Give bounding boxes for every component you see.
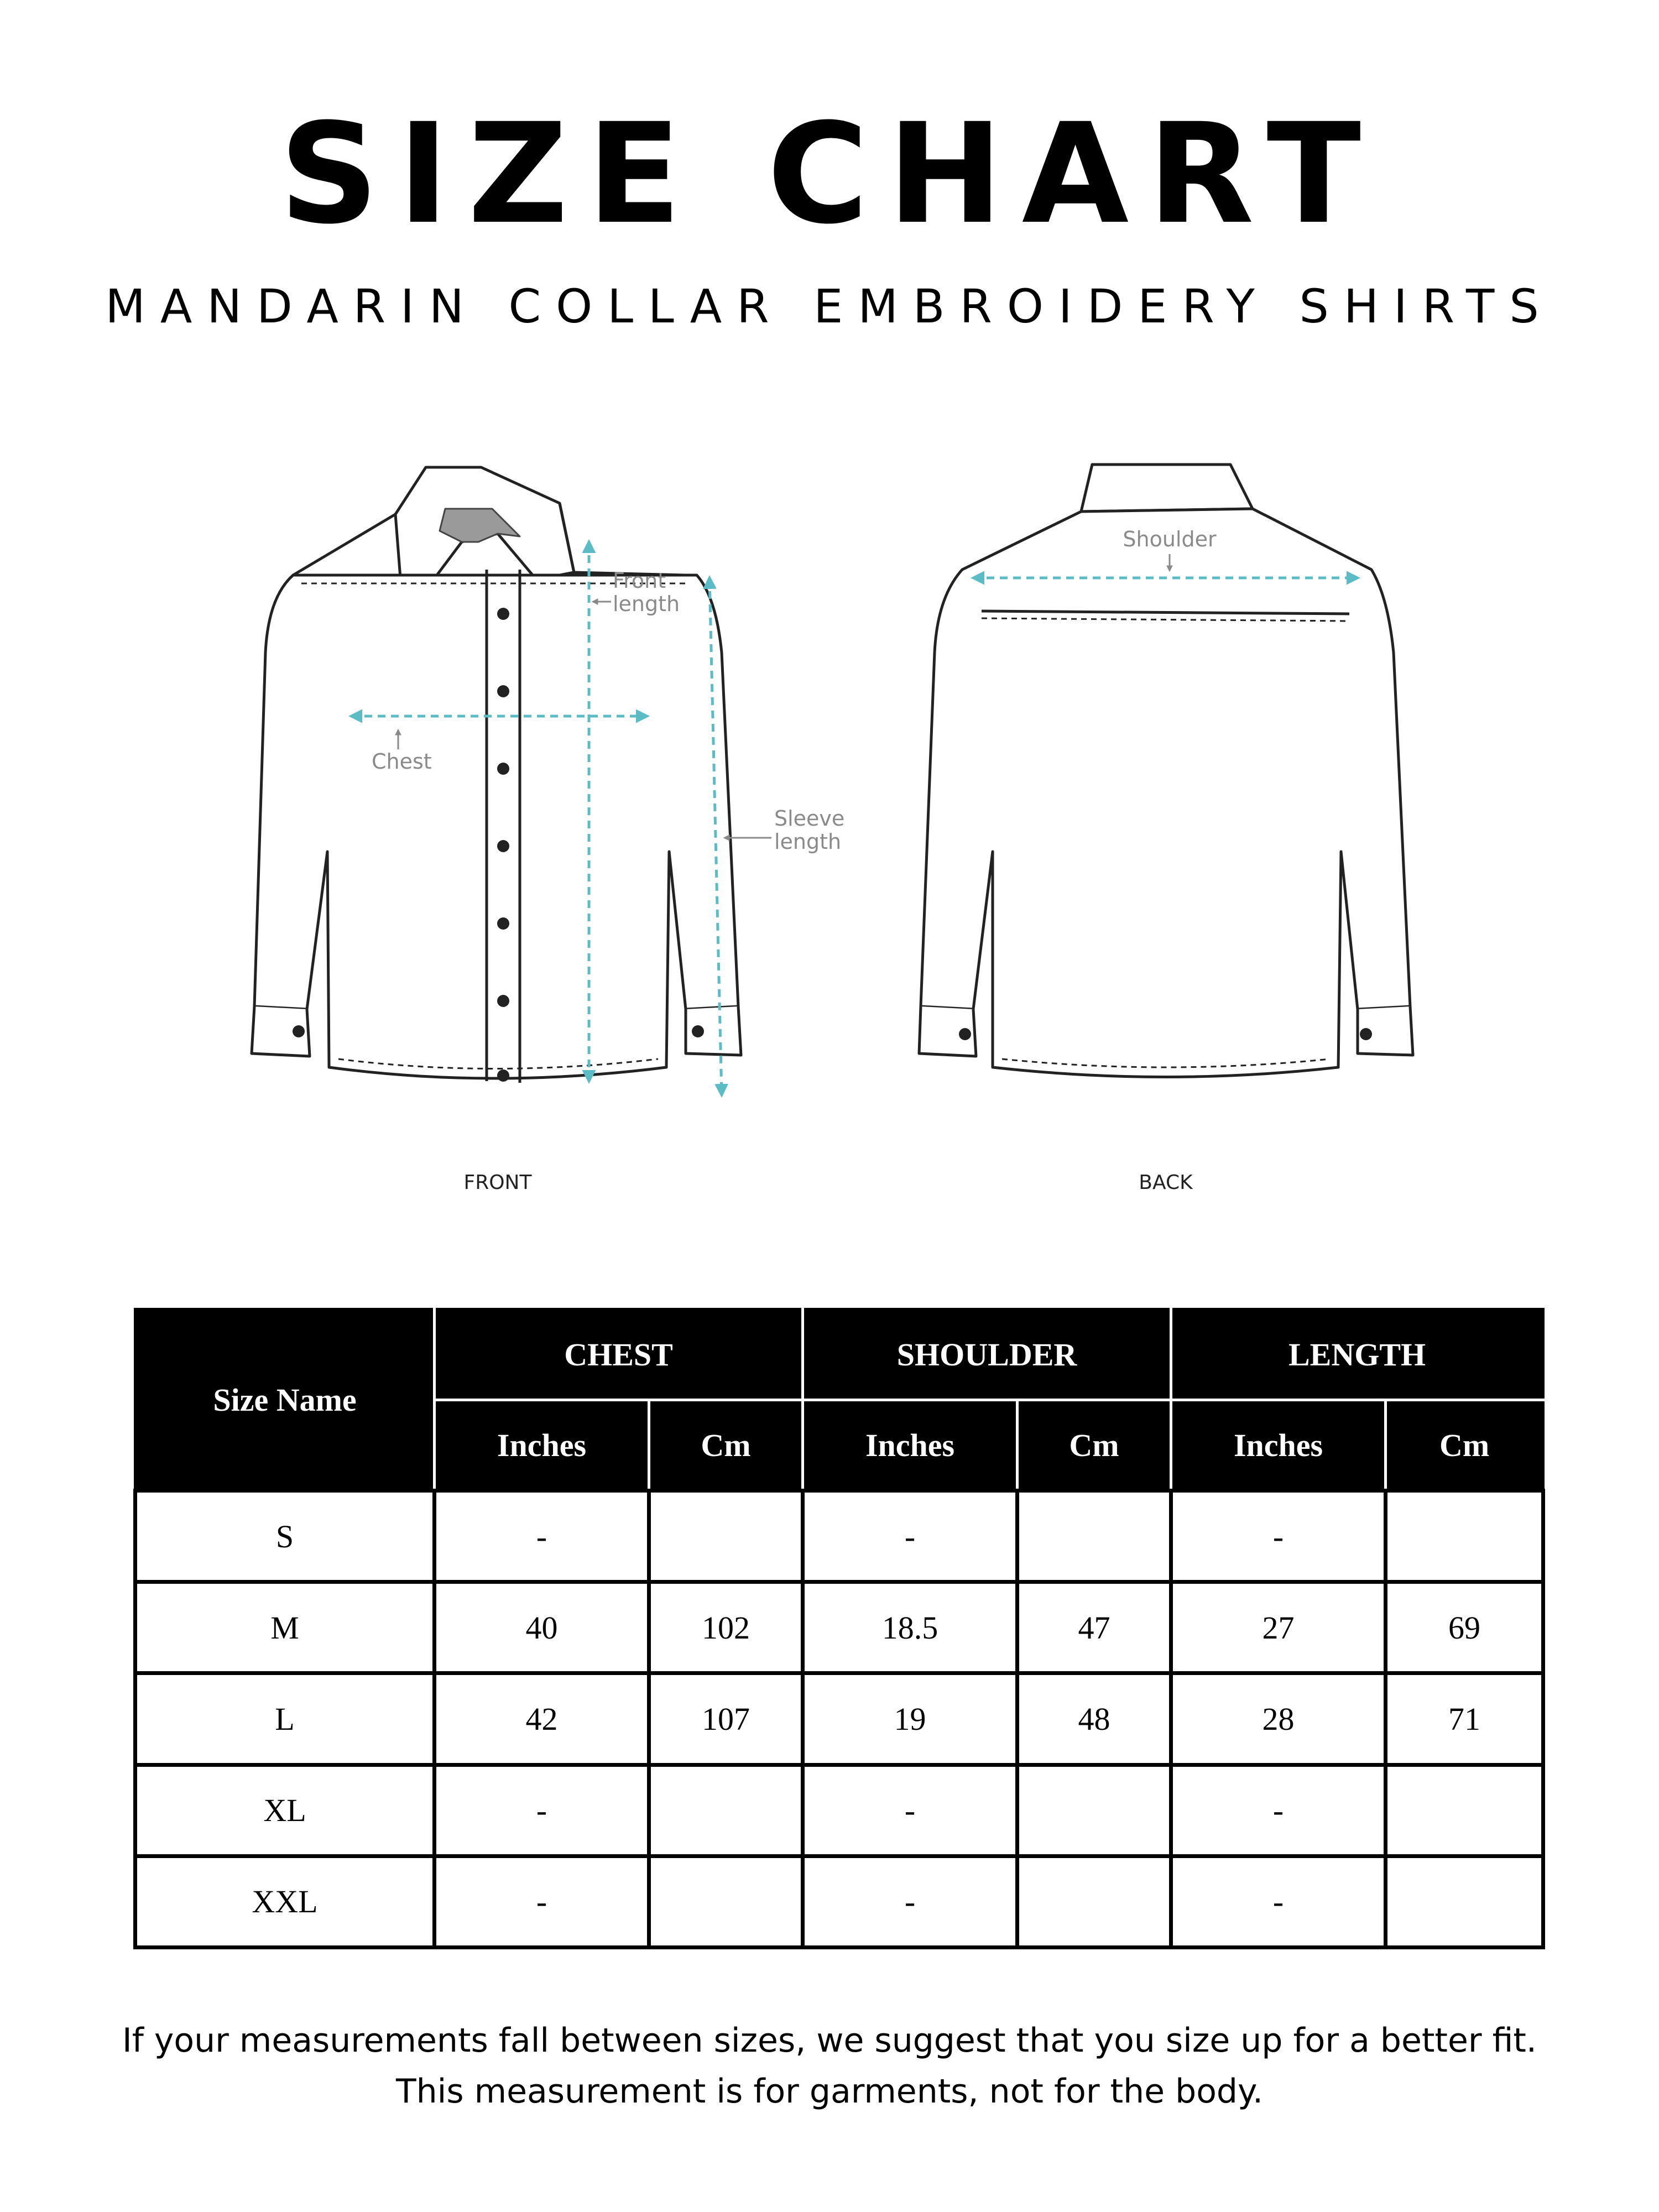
table-row <box>135 1673 1543 1765</box>
value-cell: - <box>803 1856 1018 1947</box>
unit-header: Cm <box>649 1400 803 1491</box>
value-cell: 19 <box>803 1673 1018 1765</box>
size-cell: XL <box>135 1765 435 1856</box>
unit-header: Cm <box>1386 1400 1543 1491</box>
value-cell: 47 <box>1018 1582 1171 1673</box>
table-row <box>135 1765 1543 1856</box>
sleeve-length-callout: Sleeve <box>774 806 845 831</box>
value-cell: - <box>435 1491 649 1582</box>
value-cell <box>1386 1856 1543 1947</box>
size-cell: L <box>135 1673 435 1765</box>
length-header: LENGTH <box>1171 1310 1543 1400</box>
value-cell <box>1018 1765 1171 1856</box>
table-row <box>135 1856 1543 1947</box>
value-cell: - <box>435 1765 649 1856</box>
value-cell: - <box>803 1765 1018 1856</box>
value-cell: - <box>1171 1491 1386 1582</box>
front-length-callout-2: length <box>613 592 680 616</box>
unit-header: Inches <box>1171 1400 1386 1491</box>
value-cell: 18.5 <box>803 1582 1018 1673</box>
value-cell: 69 <box>1386 1582 1543 1673</box>
back-shirt <box>919 465 1413 1077</box>
value-cell <box>1386 1765 1543 1856</box>
front-length-callout: Front <box>613 568 666 593</box>
shoulder-header: SHOULDER <box>803 1310 1171 1400</box>
value-cell: - <box>435 1856 649 1947</box>
table-row <box>135 1582 1543 1673</box>
value-cell <box>1386 1491 1543 1582</box>
front-shirt <box>252 467 741 1083</box>
sleeve-length-callout-2: length <box>774 830 842 854</box>
value-cell: 102 <box>649 1582 803 1673</box>
value-cell: 42 <box>435 1673 649 1765</box>
size-name-header: Size Name <box>135 1310 435 1491</box>
value-cell <box>649 1491 803 1582</box>
size-cell: S <box>135 1491 435 1582</box>
value-cell: 28 <box>1171 1673 1386 1765</box>
fit-advice-note: If your measurements fall between sizes, we suggest that you size up for a better fit. <box>122 2021 1537 2060</box>
size-cell: M <box>135 1582 435 1673</box>
chest-callout: Chest <box>372 749 432 774</box>
back-label: BACK <box>1139 1171 1193 1194</box>
value-cell: - <box>1171 1856 1386 1947</box>
value-cell: 40 <box>435 1582 649 1673</box>
value-cell: 107 <box>649 1673 803 1765</box>
unit-header: Inches <box>803 1400 1018 1491</box>
unit-header: Inches <box>435 1400 649 1491</box>
value-cell: - <box>1171 1765 1386 1856</box>
shoulder-callout: Shoulder <box>1123 527 1217 551</box>
size-table <box>133 1308 1545 1949</box>
value-cell: - <box>803 1491 1018 1582</box>
table-row <box>135 1491 1543 1582</box>
value-cell <box>1018 1491 1171 1582</box>
value-cell: 71 <box>1386 1673 1543 1765</box>
value-cell <box>649 1765 803 1856</box>
value-cell: 27 <box>1171 1582 1386 1673</box>
front-label: FRONT <box>463 1171 532 1194</box>
chest-header: CHEST <box>435 1310 803 1400</box>
value-cell: 48 <box>1018 1673 1171 1765</box>
page-title: SIZE CHART <box>279 93 1380 254</box>
value-cell <box>649 1856 803 1947</box>
shirt-illustration <box>0 431 1659 1206</box>
size-cell: XXL <box>135 1856 435 1947</box>
value-cell <box>1018 1856 1171 1947</box>
garment-measurement-note: This measurement is for garments, not for the body. <box>395 2072 1264 2111</box>
page-subtitle: MANDARIN COLLAR EMBROIDERY SHIRTS <box>105 279 1554 333</box>
unit-header: Cm <box>1018 1400 1171 1491</box>
